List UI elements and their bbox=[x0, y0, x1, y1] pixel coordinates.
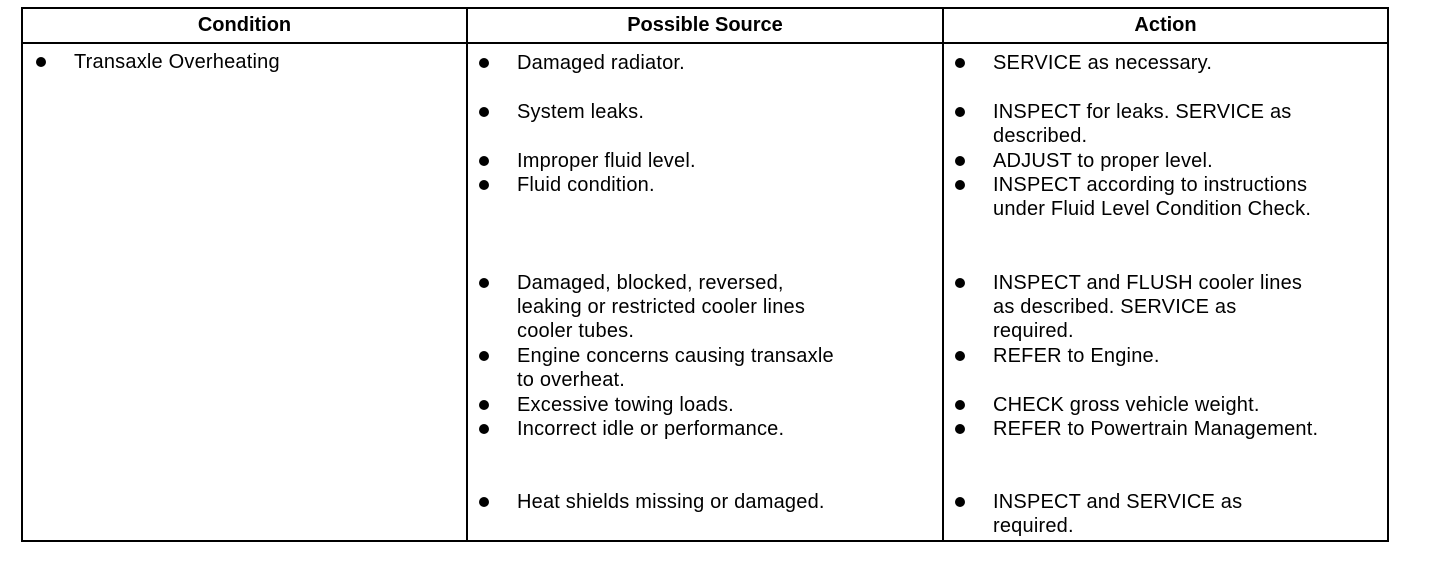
bullet-icon bbox=[955, 58, 965, 68]
action-item bbox=[993, 344, 1160, 368]
source-text: Excessive towing loads. bbox=[517, 394, 734, 416]
action-item bbox=[993, 51, 1212, 75]
action-text: REFER to Engine. bbox=[993, 345, 1160, 367]
action-text: INSPECT according to instructions under Fluid Level Condition Check. bbox=[993, 174, 1312, 220]
source-item bbox=[517, 51, 685, 75]
bullet-icon bbox=[955, 351, 965, 361]
source-text: Damaged radiator. bbox=[517, 52, 685, 74]
column-divider bbox=[942, 9, 944, 540]
action-text: INSPECT and FLUSH cooler lines as described. SERVICE as required. bbox=[993, 272, 1303, 342]
action-text: SERVICE as necessary. bbox=[993, 52, 1213, 74]
action-item bbox=[993, 417, 1318, 441]
bullet-icon bbox=[955, 107, 965, 117]
bullet-icon bbox=[955, 400, 965, 410]
action-text: INSPECT for leaks. SERVICE as described. bbox=[993, 101, 1292, 147]
bullet-icon bbox=[955, 180, 965, 190]
source-text: Heat shields missing or damaged. bbox=[517, 491, 825, 513]
source-item bbox=[517, 271, 805, 343]
source-item bbox=[517, 149, 696, 173]
bullet-icon bbox=[479, 351, 489, 361]
column-divider bbox=[466, 9, 468, 540]
header-divider bbox=[23, 42, 1387, 44]
bullet-icon bbox=[479, 58, 489, 68]
action-item bbox=[993, 393, 1260, 417]
source-item bbox=[517, 490, 825, 514]
bullet-icon bbox=[479, 400, 489, 410]
bullet-icon bbox=[479, 497, 489, 507]
bullet-icon bbox=[955, 156, 965, 166]
source-item bbox=[517, 344, 834, 392]
source-item bbox=[517, 100, 644, 124]
bullet-icon bbox=[479, 278, 489, 288]
action-text: INSPECT and SERVICE as required. bbox=[993, 491, 1243, 537]
bullet-icon bbox=[955, 497, 965, 507]
action-text: CHECK gross vehicle weight. bbox=[993, 394, 1260, 416]
bullet-icon bbox=[955, 278, 965, 288]
source-text: Improper fluid level. bbox=[517, 150, 696, 172]
header-condition: Condition bbox=[197, 14, 292, 36]
bullet-icon bbox=[479, 107, 489, 117]
bullet-icon bbox=[955, 424, 965, 434]
action-item bbox=[993, 490, 1242, 538]
bullet-icon bbox=[36, 57, 46, 67]
source-text: Damaged, blocked, reversed, leaking or restricted cooler lines cooler tubes. bbox=[517, 272, 806, 342]
source-text: Fluid condition. bbox=[517, 174, 655, 196]
bullet-icon bbox=[479, 424, 489, 434]
bullet-icon bbox=[479, 156, 489, 166]
condition-item bbox=[74, 50, 280, 74]
action-item bbox=[993, 173, 1311, 221]
header-action: Action bbox=[1134, 14, 1197, 36]
bullet-icon bbox=[479, 180, 489, 190]
action-item bbox=[993, 149, 1213, 173]
condition-text: Transaxle Overheating bbox=[74, 51, 280, 73]
action-item bbox=[993, 271, 1302, 343]
source-text: System leaks. bbox=[517, 101, 645, 123]
diagnosis-table bbox=[21, 7, 1389, 542]
source-text: Engine concerns causing transaxle to overheat. bbox=[517, 345, 834, 391]
action-item bbox=[993, 100, 1292, 148]
source-item bbox=[517, 417, 784, 441]
action-text: REFER to Powertrain Management. bbox=[993, 418, 1319, 440]
source-text: Incorrect idle or performance. bbox=[517, 418, 785, 440]
header-possible-source: Possible Source bbox=[627, 14, 783, 36]
source-item bbox=[517, 173, 655, 197]
action-text: ADJUST to proper level. bbox=[993, 150, 1213, 172]
source-item bbox=[517, 393, 734, 417]
